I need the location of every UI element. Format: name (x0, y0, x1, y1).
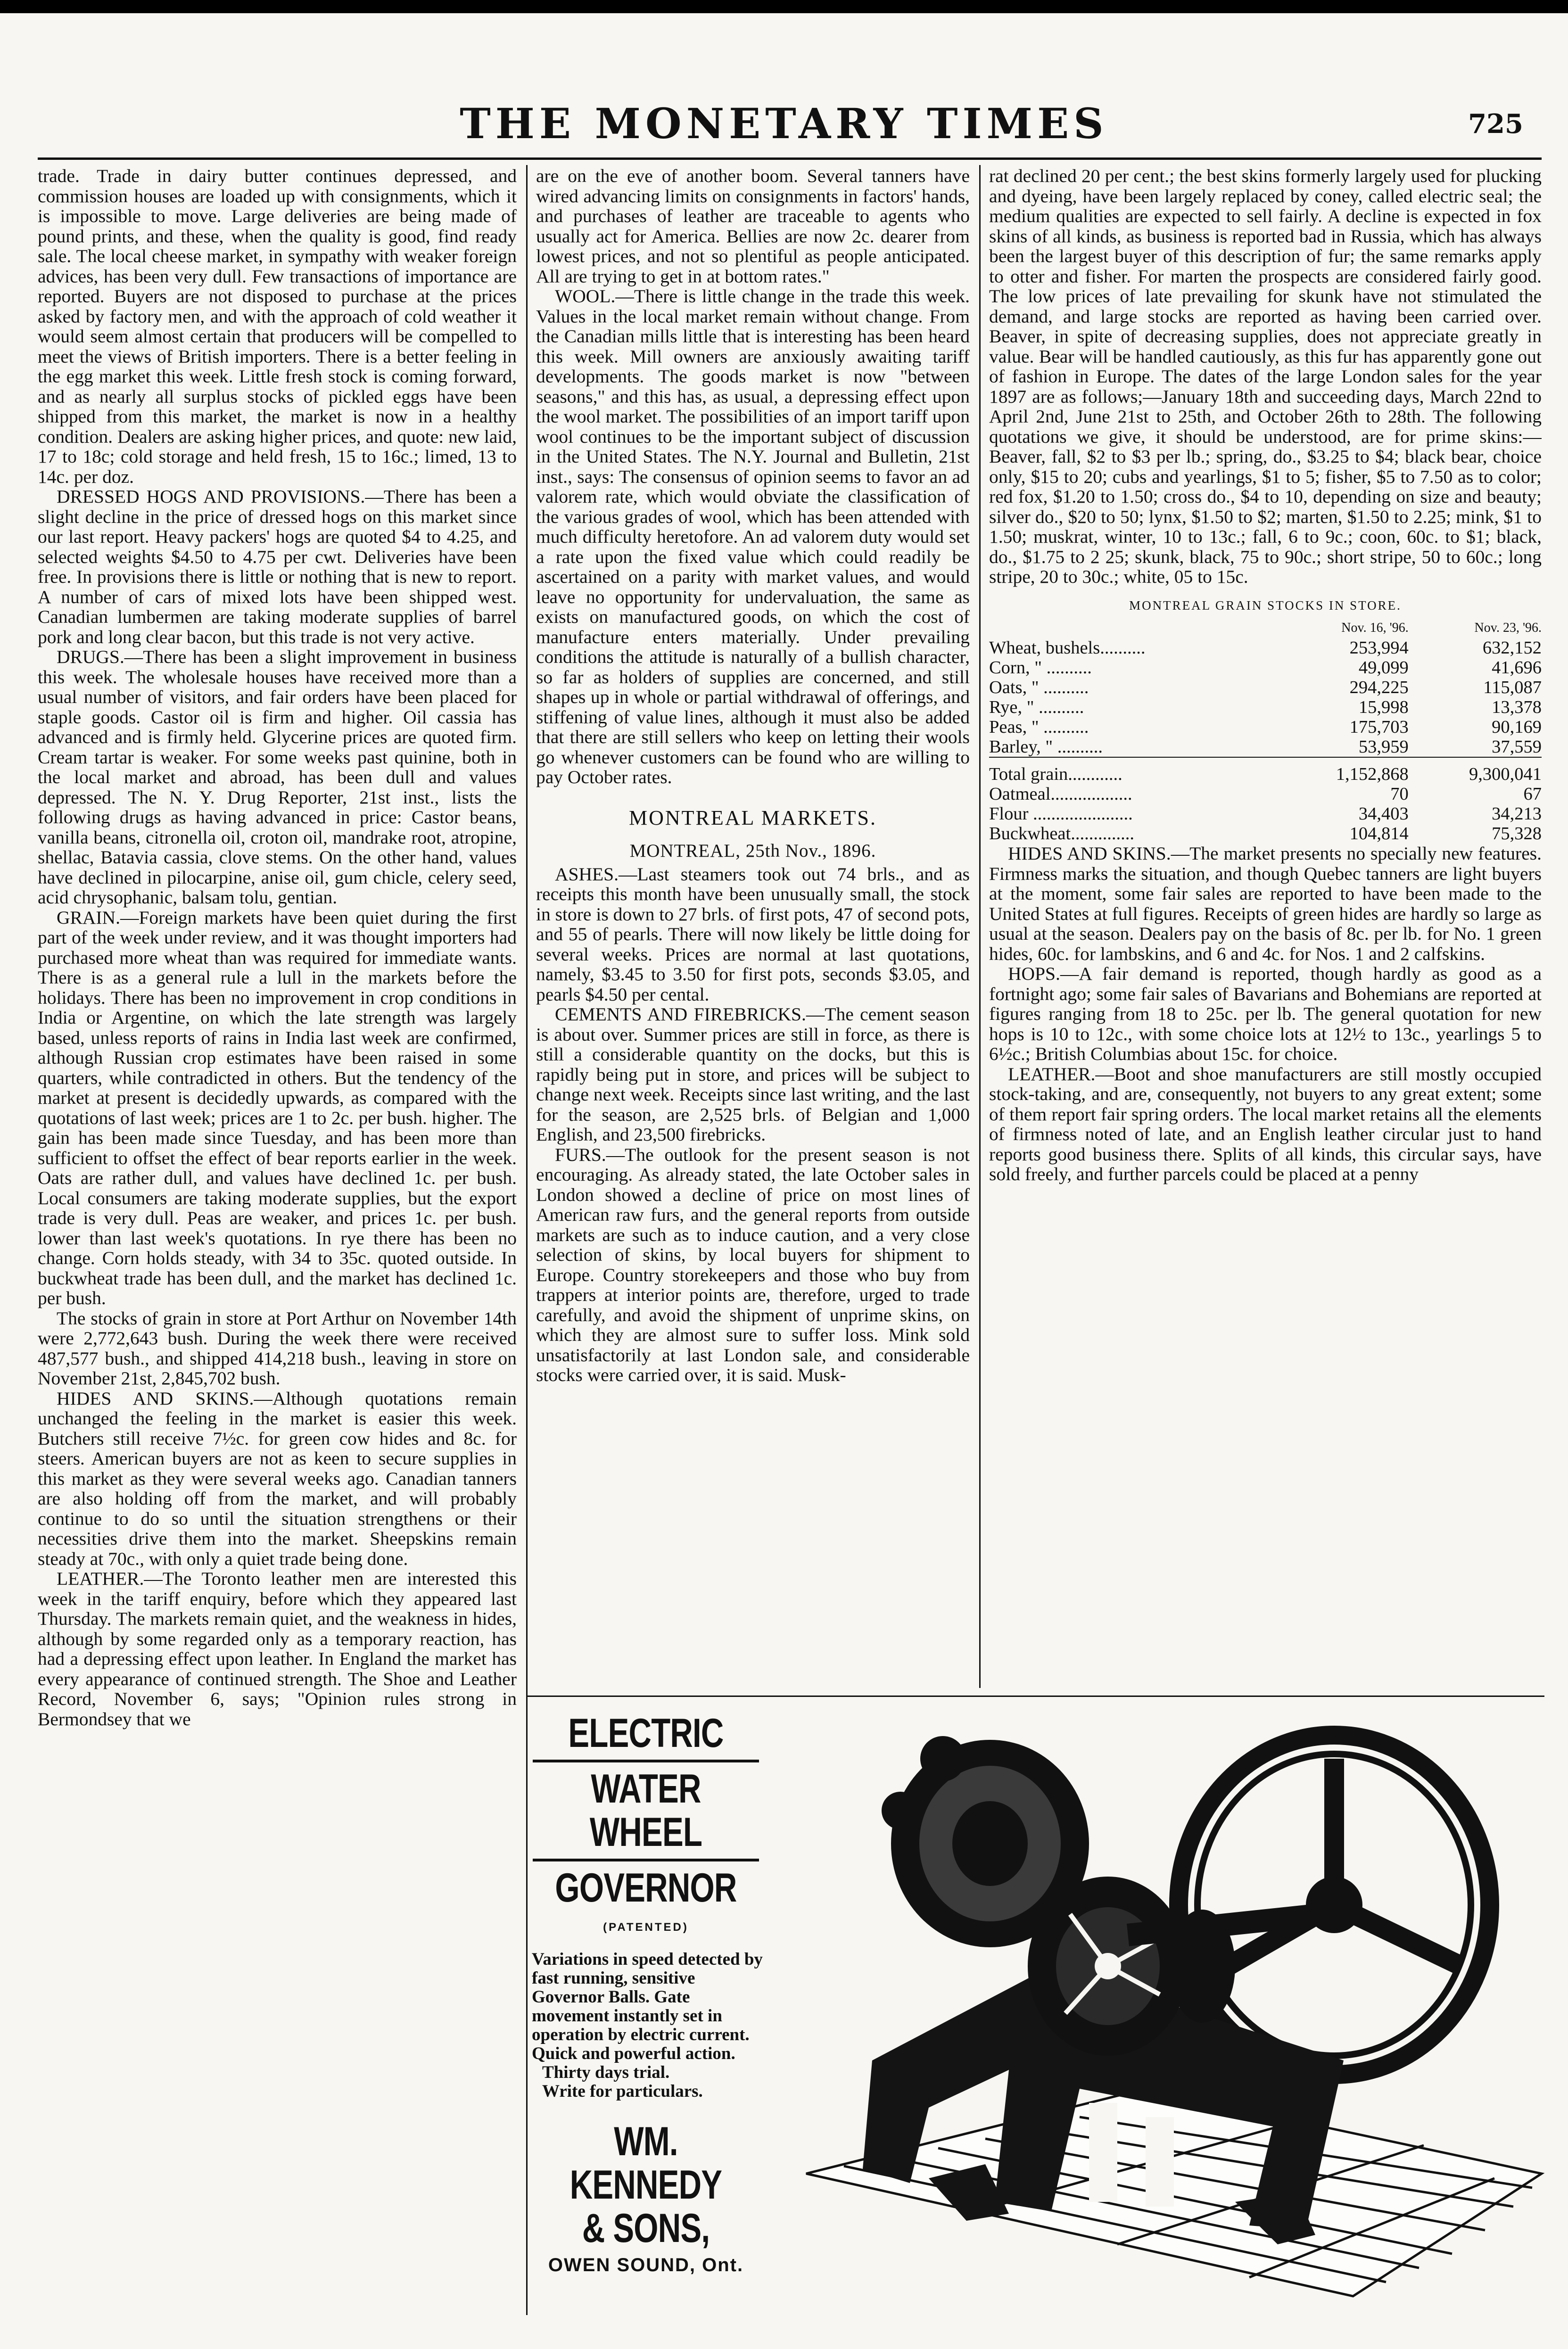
row-label: Oats, " .......... (989, 678, 1089, 697)
cell-nov16: 49,099 (1358, 658, 1409, 678)
table-header-row (989, 618, 1542, 638)
paragraph-leather-montreal: LEATHER.—Boot and shoe manufacturers are still mostly occupied stock-taking, and are, consequently, not buyers to any great extent; some of them report fair spring orders. The local market retains all the elements of firmness noted of late, and an English leather circular just to hand reports good business there. Splits of all kinds, this circular says, have sold freely, and further parcels could be placed at a penny (989, 1063, 1542, 1184)
masthead-rule (38, 157, 1542, 160)
paragraph-dairy: trade. Trade in dairy butter continues depressed, and commission houses are loaded up with consignments, which it is impossible to move. Large deliveries are being made of pound prints, and these, when the quality is good, find ready sale. The local cheese market, in sympathy with weaker foreign advices, has been very dull. Few transactions of importance are reported. Buyers are not disposed to purchase at the prices asked by factory men, and with the approach of cold weather it would seem almost certain that producers will be compelled to meet the views of British importers. There is a better feeling in the egg market this week. Little fresh stock is coming forward, and as nearly all surplus stocks of pickled eggs have been shipped from this market, the market is now in a healthy condition. Dealers are asking higher prices, and quote: new laid, 17 to 18c; cold storage and held fresh, 15 to 16c.; limed, 13 to 14c. per doz. (38, 166, 517, 487)
column-1 (38, 166, 517, 2316)
column-header: Nov. 16, '96. (1341, 620, 1409, 635)
paragraph-cements: CEMENTS AND FIREBRICKS.—The cement season is about over. Summer prices are still in force, as there is still a considerable quantity on the docks, but this is rapidly being put in store, and prices will be subject to change next week. Receipts since last writing, and the last for the season, are 2,525 brls. of Belgian and 1,000 English, and 23,500 firebricks. (536, 1004, 970, 1145)
cell-nov16: 104,814 (1349, 824, 1409, 844)
ad-trial-2: Write for particulars. (542, 2082, 703, 2101)
water-wheel-governor-illustration (787, 1702, 1551, 2320)
cell-nov16: 1,152,868 (1336, 764, 1409, 784)
paragraph-furs-cont: rat declined 20 per cent.; the best skins formerly largely used for plucking and dyeing, have been largely replaced by coney, called electric seal; the medium qualities are expected to sell fairly. A decline is expected in fox skins of all kinds, as business is reported bad in Russia, which has always been the largest buyer of this description of fur; the same remarks apply to otter and fisher. For marten the prospects are considered fairly good. The low prices of late prevailing for skunk have not stimulated the demand, and large stocks are reported as having been carried over. Beaver, in spite of decreasing supplies, does not appreciate greatly in value. Bear will be handled cautiously, as this fur has apparently gone out of fashion in Europe. The dates of the large London sales for the year 1897 are as follows;—January 18th and succeeding days, March 22nd to April 2nd, June 21st to 25th, and October 26th to 28th. The following quotations we give, it should be understood, are for prime skins:—Beaver, fall, $2 to $3 per lb.; spring, do., $3.25 to $4; black bear, choice only, $15 to 20; cubs and yearlings, $1 to 5; fisher, $5 to 7.50 as to color; red fox, $1.20 to 1.50; cross do., $4 to 10, depending on size and beauty; silver do., $20 to 50; lynx, $1.50 to $2; marten, $1.50 to 2.25; mink, $1 to 1.50; muskrat, winter, 10 to 13c.; fall, 6 to 9c.; coon, 60c. to $1; black, do., $1.75 to 2 25; skunk, black, 75 to 90c.; short stripe, 50 to 60c.; long stripe, 20 to 30c.; white, 05 to 15c. (989, 166, 1542, 587)
paragraph-grain: GRAIN.—Foreign markets have been quiet during the first part of the week under review, and it was thought importers had purchased more wheat than was required for immediate wants. There is as a general rule a lull in the markets before the holidays. There has been no improvement in crop conditions in India or Argentine, on which the late strength was largely based, unless reports of rains in India last week are confirmed, although Russian crop estimates have been raised in some quarters, while contradicted in others. But the tendency of the market at present is decidedly upwards, as compared with the quotations of last week; prices are 1 to 2c. per bush. higher. The gain has been made since Tuesday, and has been more than sufficient to offset the effect of bear reports earlier in the week. Oats are rather dull, and values have declined 1c. per bush. Local consumers are taking moderate supplies, but the export trade is very dull. Peas are weaker, and prices 1c. per bush. lower than last week's quotations. In rye there has been no change. Corn holds steady, with 34 to 35c. quoted outside. In buckwheat trade has been dull, and the market has declined 1c. per bush. (38, 907, 517, 1308)
cell-nov16: 294,225 (1349, 678, 1409, 697)
ad-trial-1: Thirty days trial. (542, 2063, 670, 2082)
cell-nov16: 53,959 (1358, 737, 1409, 757)
paragraph-leather-cont: are on the eve of another boom. Several tanners have wired advancing limits on consignments in factors' hands, and purchases of leather are traceable to agents who usually act for America. Bellies are now 2c. dearer from lowest prices, and not so plentiful as people anticipated. All are trying to get in at bottom rates." (536, 166, 970, 287)
cell-nov16: 175,703 (1349, 717, 1409, 737)
row-label: Peas, " .......... (989, 717, 1089, 737)
paragraph-furs: FURS.—The outlook for the present season is not encouraging. As already stated, the late October sales in London showed a decline of price on most lines of American raw furs, and the general reports from outside markets are such as to induce caution, and a very close selection of skins, by local buyers for shipment to Europe. Country storekeepers and those who buy from trappers at interior points are, therefore, urged to trade carefully, and avoid the shipment of unprime skins, on which they are almost sure to suffer loss. Mink sold unsatisfactorily at last London sale, and considerable stocks were carried over, it is said. Musk- (536, 1144, 970, 1385)
table-row (989, 697, 1542, 717)
cell-nov23: 37,559 (1492, 737, 1542, 757)
cell-nov16: 15,998 (1358, 697, 1409, 717)
section-heading-montreal: MONTREAL MARKETS. (628, 806, 877, 829)
column-header: Nov. 23, '96. (1474, 620, 1542, 635)
ad-headline-1: ELECTRIC (568, 1711, 724, 1756)
row-label: Total grain............ (989, 764, 1122, 784)
paragraph-wool: WOOL.—There is little change in the trade this week. Values in the local market remain without change. From the Canadian mills little that is interesting has been heard this week. Mill owners are anxiously awaiting tariff developments. The goods market is now "between seasons," and this has, as usual, a depressing effect upon the wool market. The possibilities of an import tariff upon wool continues to be the important subject of discussion in the United States. The N.Y. Journal and Bulletin, 21st inst., says: The consensus of opinion seems to favor an ad valorem rate, which would obviate the classification of the various grades of wool, which has been attended with much difficulty heretofore. An ad valorem duty would set a rate upon the fixed value which could readily be ascertained on a parity with market values, and would leave no opportunity for undervaluation, the same as exists on manufactured goods, on which the cost of manufacture enters materially. Under prevailing conditions the attitude is naturally of a bullish character, so far as holders of supplies are concerned, and still shapes up in whole or partial withdrawal of offerings, and stiffening of value lines, although it must also be added that there are still sellers who keep on letting their wools go whenever customers can be found who are willing to pay October rates. (536, 286, 970, 787)
table-total-row (989, 764, 1542, 784)
cell-nov16: 253,994 (1349, 638, 1409, 658)
masthead-title: THE MONETARY TIMES (460, 99, 1108, 148)
column-3 (989, 166, 1542, 1689)
scan-top-border (0, 0, 1568, 13)
table-row (989, 717, 1542, 737)
ad-body: Variations in speed detected by fast running, sensitive Governor Balls. Gate movement instantly set in operation by electric current. Quick and powerful action. (532, 1950, 763, 2063)
paragraph-leather-toronto: LEATHER.—The Toronto leather men are interested this week in the tariff enquiry, before which they appeared last Thursday. The markets remain quiet, and the weakness in hides, although by some regarded only as a temporary reaction, has had a depressing effect upon leather. In England the market has every appearance of continued strength. The Shoe and Leather Record, November 6, says; "Opinion rules strong in Bermondsey that we (38, 1568, 517, 1729)
ad-headline-2: WATER WHEEL (589, 1766, 702, 1855)
ad-rule (533, 1859, 759, 1861)
cell-nov23: 9,300,041 (1469, 764, 1542, 784)
cell-nov23: 13,378 (1492, 697, 1542, 717)
row-label: Corn, " .......... (989, 658, 1092, 678)
ad-headline-3: GOVERNOR (555, 1865, 737, 1911)
ad-patented: (PATENTED) (603, 1921, 689, 1934)
paragraph-hides-toronto: HIDES AND SKINS.—Although quotations remain unchanged the feeling in the market is easier this week. Butchers still receive 7½c. for green cow hides and 8c. for steers. American buyers are not as keen to secure supplies in this market as they were several weeks ago. Canadian tanners are also holding off from the market, and will probably continue to do so until the situation strengthens or their necessities drive them into the market. Sheepskins remain steady at 70c., with only a quiet trade being done. (38, 1388, 517, 1569)
column-2 (536, 166, 970, 1689)
cell-nov16: 34,403 (1358, 804, 1409, 824)
row-label: Rye, " .......... (989, 697, 1084, 717)
row-label: Barley, " .......... (989, 737, 1103, 757)
ad-rule (533, 1760, 759, 1762)
paragraph-port-arthur: The stocks of grain in store at Port Arthur on November 14th were 2,772,643 bush. During the week there were received 487,577 bush., and shipped 414,218 bush., leaving in store on November 21st, 2,845,702 bush. (38, 1307, 517, 1389)
advertisement (523, 1702, 1551, 2320)
cell-nov23: 90,169 (1492, 717, 1542, 737)
ad-firm-name: WM. KENNEDY (569, 2119, 722, 2208)
paragraph-hops: HOPS.—A fair demand is reported, though hardly as good as a fortnight ago; some fair sales of Bavarians and Bohemians are reported at figures ranging from 18 to 25c. per lb. The general quotation for new hops is 10 to 12c., with some choice lots at 12½ to 13c., yearlings 5 to 6½c.; British Columbias about 15c. for choice. (989, 963, 1542, 1064)
table-row (989, 804, 1542, 824)
grain-table-title: MONTREAL GRAIN STOCKS IN STORE. (1129, 598, 1402, 612)
table-row (989, 678, 1542, 697)
table-row (989, 784, 1542, 804)
paragraph-ashes: ASHES.—Last steamers took out 74 brls., and as receipts this month have been unusually small, the stock in store is down to 27 brls. of first pots, 47 of second pots, and 55 of pearls. There will now likely be little doing for several weeks. Prices are normal at last quotations, namely, $3.45 to 3.50 for first pots, seconds $3.05, and pearls $4.50 per cental. (536, 863, 970, 1005)
paragraph-hides-montreal: HIDES AND SKINS.—The market presents no specially new features. Firmness marks the situation, and though Quebec tanners are light buyers at the moment, some fair sales are reported to have been made to the United States at full figures. Receipts of green hides are hardly so large as usual at the season. Dealers pay on the basis of 8c. per lb. for No. 1 green hides, 60c. for lambskins, and 6 and 4c. for Nos. 1 and 2 calfskins. (989, 843, 1542, 964)
page-number: 725 (1468, 108, 1523, 140)
table-row (989, 737, 1542, 757)
cell-nov23: 75,328 (1492, 824, 1542, 844)
row-label: Flour ...................... (989, 804, 1133, 824)
ad-top-rule (526, 1696, 1544, 1697)
cell-nov23: 41,696 (1492, 658, 1542, 678)
cell-nov23: 115,087 (1483, 678, 1542, 697)
cell-nov23: 67 (1523, 784, 1542, 804)
dateline: MONTREAL, 25th Nov., 1896. (629, 841, 876, 861)
table-row (989, 638, 1542, 658)
row-label: Wheat, bushels.......... (989, 638, 1146, 658)
ad-city: OWEN SOUND, Ont. (548, 2255, 744, 2275)
row-label: Buckwheat.............. (989, 824, 1134, 844)
cell-nov23: 34,213 (1492, 804, 1542, 824)
column-divider-2 (979, 165, 981, 1688)
table-row (989, 658, 1542, 678)
paragraph-dressed-hogs: DRESSED HOGS AND PROVISIONS.—There has been a slight decline in the price of dressed hogs on this market since our last report. Heavy packers' hogs are quoted $4 to 4.25, and selected weights $4.50 to 4.75 per cwt. Deliveries have been free. In provisions there is little or nothing that is new to report. A number of cars of mixed lots have been shipped west. Canadian lumbermen are taking moderate supplies of barrel pork and long clear bacon, but this trade is not very active. (38, 486, 517, 647)
ad-firm-sons: & SONS, (582, 2206, 710, 2251)
table-row (989, 824, 1542, 844)
cell-nov23: 632,152 (1482, 638, 1542, 658)
row-label: Oatmeal.................. (989, 784, 1132, 804)
table-separator (989, 757, 1542, 764)
paragraph-drugs: DRUGS.—There has been a slight improvement in business this week. The wholesale houses have received more than a usual number of visitors, and fair orders have been placed for staple goods. Castor oil is firm and higher. Oil cassia has advanced and is firmly held. Glycerine prices are quoted firm. Cream tartar is weaker. For some weeks past quinine, both in the local market and abroad, has been dull and values depressed. The N. Y. Drug Reporter, 21st inst., lists the following drugs as having advanced in price: Castor beans, vanilla beans, citronella oil, croton oil, mandrake root, atropine, shellac, Batavia cassia, clove stems. On the other hand, values have declined in pilocarpine, anise oil, gum chicle, celery seed, acid chrysophanic, balsam tolu, gentian. (38, 646, 517, 908)
masthead (0, 99, 1568, 156)
cell-nov16: 70 (1390, 784, 1409, 804)
grain-stocks-table (989, 618, 1542, 844)
ad-text-block (523, 1702, 768, 2320)
